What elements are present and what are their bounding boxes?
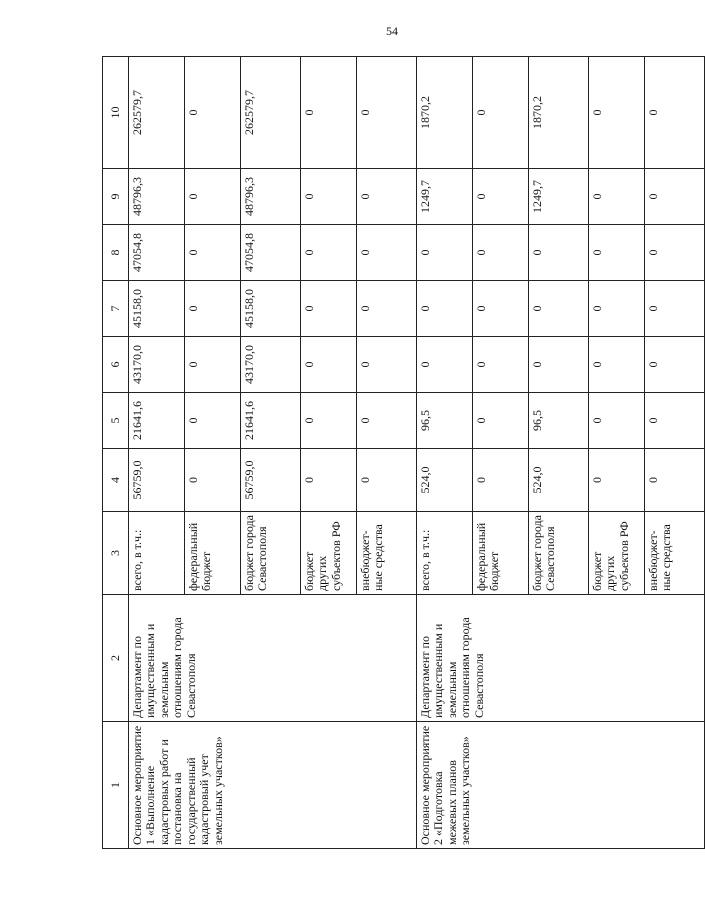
value-cell: 0	[357, 281, 417, 337]
value-cell: 0	[589, 57, 645, 169]
executor-cell: Департамент по имущественным и земельным отношениям города Севастополя	[129, 595, 417, 722]
value-cell: 0	[301, 393, 357, 449]
value-cell: 0	[529, 337, 589, 393]
value-cell: 0	[185, 57, 241, 169]
value-cell: 45158,0	[129, 281, 185, 337]
value-cell: 48796,3	[129, 169, 185, 225]
value-cell: 0	[417, 225, 473, 281]
value-cell: 0	[645, 169, 705, 225]
header-row	[103, 57, 129, 849]
value-cell: 0	[589, 281, 645, 337]
value-cell: 0	[529, 225, 589, 281]
value-cell: 21641,6	[241, 393, 301, 449]
rotated-page-area	[102, 57, 674, 849]
value-cell: 45158,0	[241, 281, 301, 337]
value-cell: 0	[417, 281, 473, 337]
rotated-table-container	[102, 57, 674, 849]
value-cell: 0	[301, 281, 357, 337]
value-cell: 47054,8	[129, 225, 185, 281]
value-cell: 56759,0	[241, 449, 301, 512]
value-cell: 0	[357, 393, 417, 449]
value-cell: 48796,3	[241, 169, 301, 225]
value-cell: 0	[589, 449, 645, 512]
value-cell: 1870,2	[417, 57, 473, 169]
value-cell: 1249,7	[417, 169, 473, 225]
funding-source-cell: бюджет города Севастополя	[241, 512, 301, 595]
value-cell: 0	[301, 337, 357, 393]
page-number: 54	[386, 24, 398, 38]
value-cell: 0	[185, 281, 241, 337]
value-cell: 262579,7	[241, 57, 301, 169]
funding-source-cell: федеральный бюджет	[185, 512, 241, 595]
funding-source-cell: бюджет города Севастополя	[529, 512, 589, 595]
value-cell: 0	[357, 57, 417, 169]
value-cell: 0	[473, 169, 529, 225]
activity-cell: Основное мероприятие 1 «Выполнение кадастровых работ и постановка на государственный кадастровый учет земельных участков»	[129, 722, 417, 849]
funding-source-cell: всего, в т.ч.:	[129, 512, 185, 595]
column-header: 8	[103, 225, 129, 281]
value-cell: 0	[357, 225, 417, 281]
value-cell: 0	[589, 337, 645, 393]
value-cell: 0	[301, 169, 357, 225]
value-cell: 0	[589, 169, 645, 225]
value-cell: 0	[473, 57, 529, 169]
value-cell: 0	[357, 449, 417, 512]
funding-source-cell: внебюджет-ные средства	[645, 512, 705, 595]
value-cell: 0	[473, 281, 529, 337]
value-cell: 21641,6	[129, 393, 185, 449]
executor-cell: Департамент по имущественным и земельным отношениям города Севастополя	[417, 595, 705, 722]
activity-cell: Основное мероприятие 2 «Подготовка межевых планов земельных участков»	[417, 722, 705, 849]
column-header: 7	[103, 281, 129, 337]
value-cell: 0	[589, 225, 645, 281]
column-header: 6	[103, 337, 129, 393]
funding-source-cell: бюджет других субъектов РФ	[589, 512, 645, 595]
value-cell: 96,5	[417, 393, 473, 449]
value-cell: 524,0	[529, 449, 589, 512]
value-cell: 0	[645, 449, 705, 512]
value-cell: 0	[357, 337, 417, 393]
value-cell: 0	[645, 393, 705, 449]
funding-source-cell: федеральный бюджет	[473, 512, 529, 595]
value-cell: 524,0	[417, 449, 473, 512]
budget-table	[102, 56, 705, 849]
column-header: 10	[103, 57, 129, 169]
value-cell: 0	[185, 449, 241, 512]
value-cell: 0	[645, 337, 705, 393]
funding-source-cell: бюджет других субъектов РФ	[301, 512, 357, 595]
value-cell: 0	[473, 393, 529, 449]
value-cell: 0	[185, 169, 241, 225]
column-header: 5	[103, 393, 129, 449]
column-header: 3	[103, 512, 129, 595]
funding-source-cell: всего, в т.ч.:	[417, 512, 473, 595]
column-header: 9	[103, 169, 129, 225]
table-row	[417, 57, 473, 849]
value-cell: 0	[473, 337, 529, 393]
value-cell: 56759,0	[129, 449, 185, 512]
value-cell: 0	[529, 281, 589, 337]
value-cell: 43170,0	[129, 337, 185, 393]
value-cell: 0	[185, 393, 241, 449]
value-cell: 0	[645, 225, 705, 281]
value-cell: 0	[185, 337, 241, 393]
table-row	[129, 57, 185, 849]
value-cell: 43170,0	[241, 337, 301, 393]
value-cell: 262579,7	[129, 57, 185, 169]
value-cell: 0	[589, 393, 645, 449]
value-cell: 96,5	[529, 393, 589, 449]
value-cell: 1870,2	[529, 57, 589, 169]
column-header: 2	[103, 595, 129, 722]
column-header: 4	[103, 449, 129, 512]
funding-source-cell: внебюджет-ные средства	[357, 512, 417, 595]
value-cell: 0	[645, 281, 705, 337]
value-cell: 0	[645, 57, 705, 169]
value-cell: 0	[417, 337, 473, 393]
value-cell: 1249,7	[529, 169, 589, 225]
value-cell: 0	[357, 169, 417, 225]
table-body	[103, 57, 705, 849]
value-cell: 47054,8	[241, 225, 301, 281]
value-cell: 0	[301, 449, 357, 512]
value-cell: 0	[301, 225, 357, 281]
value-cell: 0	[301, 57, 357, 169]
value-cell: 0	[473, 225, 529, 281]
column-header: 1	[103, 722, 129, 849]
value-cell: 0	[185, 225, 241, 281]
value-cell: 0	[473, 449, 529, 512]
